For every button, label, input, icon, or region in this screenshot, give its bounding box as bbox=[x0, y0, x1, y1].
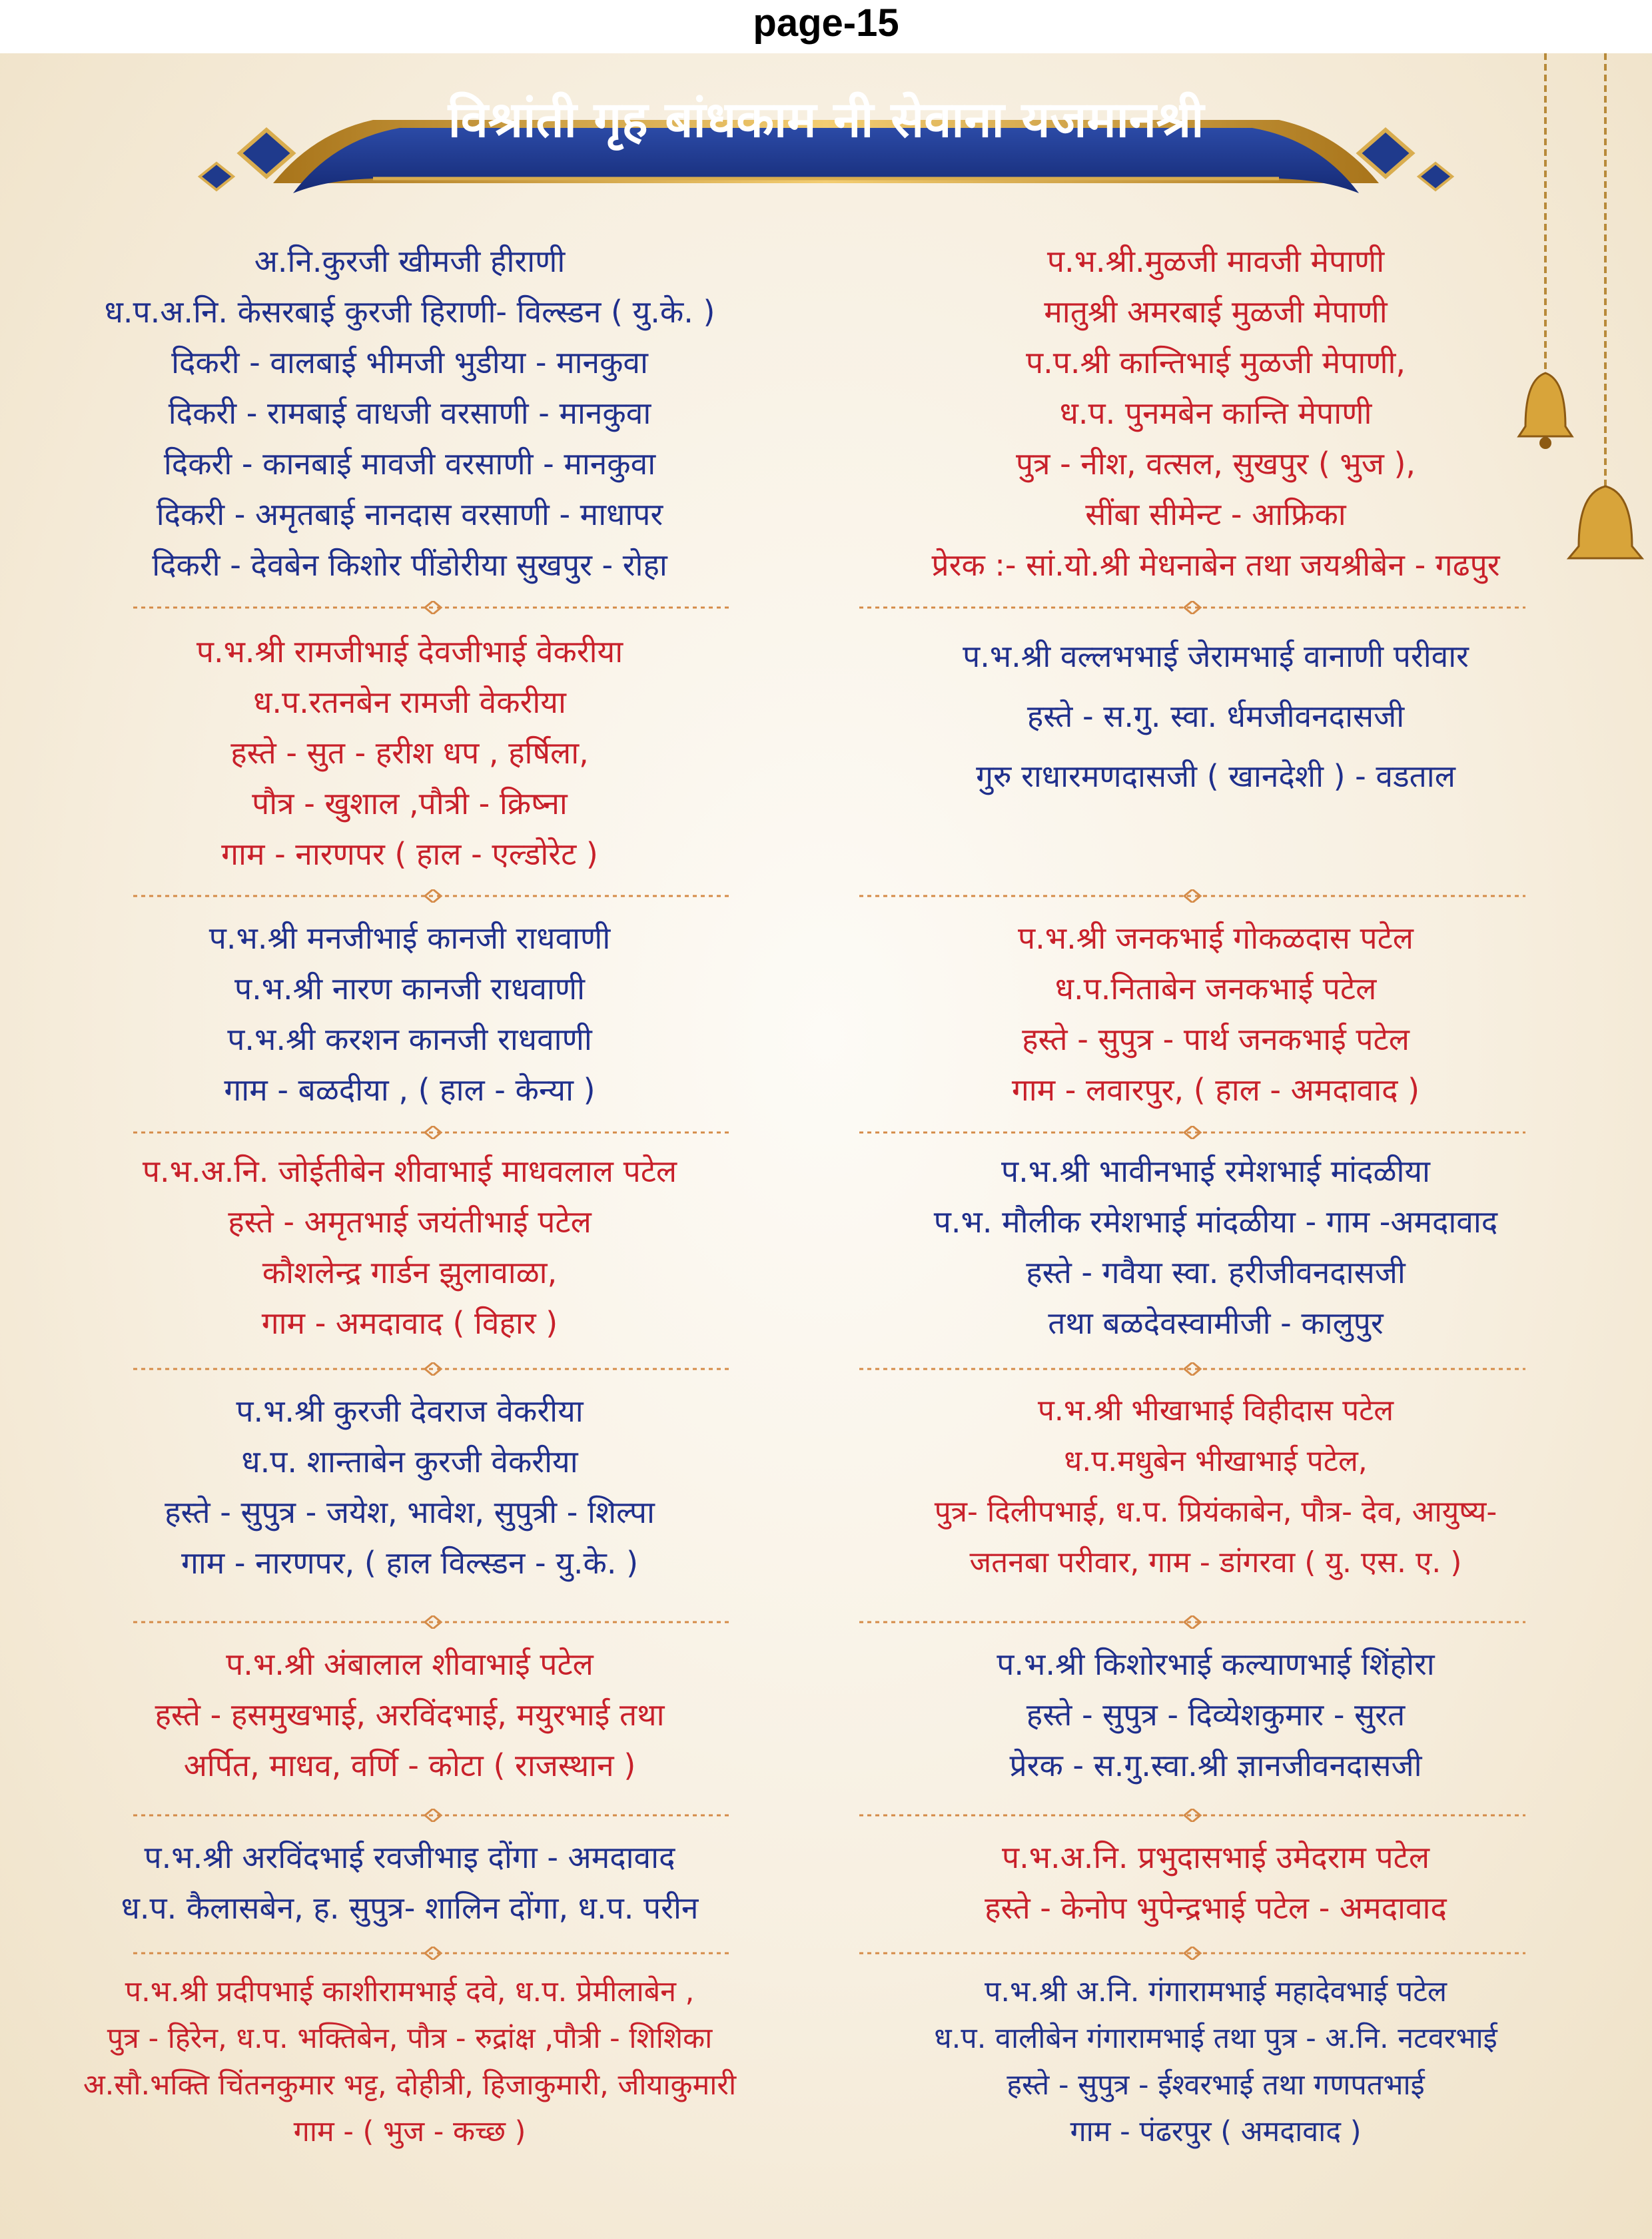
entry-line: हस्ते - केनोप भुपेन्द्रभाई पटेल - अमदावाद bbox=[985, 1890, 1447, 1926]
page-number-label: page-15 bbox=[753, 1, 899, 45]
entry-line: प.प.श्री कान्तिभाई मुळजी मेपाणी, bbox=[1025, 344, 1406, 380]
entry-line: पौत्र - खुशाल ,पौत्री - क्रिष्ना bbox=[252, 785, 568, 821]
divider bbox=[859, 889, 1525, 903]
entry-line: हस्ते - सुत - हरीश धप , हर्षिला, bbox=[230, 735, 589, 771]
right-entry-5 bbox=[839, 1386, 1592, 1588]
entry-line: प.भ.श्री अरविंदभाई रवजीभाइ दोंगा - अमदावाद bbox=[144, 1839, 675, 1875]
entry-line: सींबा सीमेन्ट - आफ्रिका bbox=[1085, 496, 1346, 532]
banner-title: विश्रांती गृह बांधकाम नी सेवाना यजमानश्री bbox=[448, 91, 1204, 149]
right-entry-1 bbox=[839, 236, 1592, 590]
right-entry-7 bbox=[839, 1832, 1592, 1933]
entry-line: प.भ. मौलीक रमेशभाई मांदळीया - गाम -अमदावाद bbox=[933, 1204, 1498, 1240]
divider bbox=[859, 1947, 1525, 1960]
divider bbox=[133, 1809, 733, 1822]
entry-line: गाम - ( भुज - कच्छ ) bbox=[293, 2115, 526, 2148]
divider bbox=[133, 1362, 733, 1376]
entry-line: प.भ.श्री कुरजी देवराज वेकरीया bbox=[236, 1393, 584, 1429]
entry-line: प.भ.श्री करशन कानजी राधवाणी bbox=[227, 1021, 592, 1057]
entry-line: कौशलेन्द्र गार्डन झुलावाळा, bbox=[262, 1254, 558, 1290]
entry-line: प.भ.अ.नि. जोईतीबेन शीवाभाई माधवलाल पटेल bbox=[142, 1153, 677, 1189]
divider bbox=[133, 1615, 733, 1629]
entry-line: पुत्र- दिलीपभाई, ध.प. प्रियंकाबेन, पौत्र- देव, आयुष्य- bbox=[934, 1495, 1497, 1529]
entry-line: प.भ.श्री अ.नि. गंगारामभाई महादेवभाई पटेल bbox=[984, 1975, 1447, 2009]
right-entry-2 bbox=[839, 626, 1592, 806]
entry-line: गाम - पंढरपुर ( अमदावाद ) bbox=[1070, 2115, 1362, 2148]
entry-line: हस्ते - हसमुखभाई, अरविंदभाई, मयुरभाई तथा bbox=[155, 1697, 665, 1733]
entry-line: ध.प.निताबेन जनकभाई पटेल bbox=[1054, 971, 1377, 1007]
left-entry-8 bbox=[33, 1969, 786, 2155]
entry-line: ध.प.मधुबेन भीखाभाई पटेल, bbox=[1064, 1444, 1368, 1478]
left-entry-3 bbox=[33, 913, 786, 1115]
entry-line: ध.प.रतनबेन रामजी वेकरीया bbox=[253, 684, 566, 720]
entry-line: ध.प. वालीबेन गंगारामभाई तथा पुत्र - अ.नि. नटवरभाई bbox=[934, 2022, 1497, 2055]
entry-line: दिकरी - अमृतबाई नानदास वरसाणी - माधापर bbox=[156, 496, 663, 532]
divider bbox=[859, 1809, 1525, 1822]
divider bbox=[859, 1362, 1525, 1376]
entry-line: प.भ.श्री प्रदीपभाई काशीरामभाई दवे, ध.प. प्रेमीलाबेन , bbox=[125, 1975, 695, 2009]
left-entry-4 bbox=[33, 1146, 786, 1348]
entry-line: अर्पित, माधव, वर्णि - कोटा ( राजस्थान ) bbox=[183, 1747, 636, 1783]
entry-line: हस्ते - गवैया स्वा. हरीजीवनदासजी bbox=[1026, 1254, 1406, 1290]
entry-line: हस्ते - सुपुत्र - पार्थ जनकभाई पटेल bbox=[1022, 1021, 1410, 1057]
entry-line: अ.नि.कुरजी खीमजी हीराणी bbox=[254, 243, 566, 279]
entry-line: ध.प. शान्ताबेन कुरजी वेकरीया bbox=[241, 1444, 578, 1480]
entry-line: हस्ते - सुपुत्र - ईश्वरभाई तथा गणपतभाई bbox=[1007, 2068, 1425, 2102]
entry-line: प.भ.श्री मनजीभाई कानजी राधवाणी bbox=[208, 920, 611, 956]
divider bbox=[133, 601, 733, 614]
entry-line: दिकरी - कानबाई मावजी वरसाणी - मानकुवा bbox=[163, 446, 656, 482]
left-entry-1 bbox=[33, 236, 786, 590]
left-entry-6 bbox=[33, 1639, 786, 1791]
divider bbox=[859, 1615, 1525, 1629]
entry-line: गुरु राधारमणदासजी ( खानदेशी ) - वडताल bbox=[976, 758, 1455, 794]
entry-line: पुत्र - हिरेन, ध.प. भक्तिबेन, पौत्र - रुद्रांक्ष ,पौत्री - शिशिका bbox=[107, 2022, 713, 2055]
entry-line: प्रेरक :- सां.यो.श्री मेधनाबेन तथा जयश्रीबेन - गढपुर bbox=[931, 547, 1500, 583]
entry-line: प.भ.श्री जनकभाई गोकळदास पटेल bbox=[1018, 920, 1414, 956]
entry-line: प.भ.श्री भावीनभाई रमेशभाई मांदळीया bbox=[1001, 1153, 1430, 1189]
entry-line: प.भ.श्री नारण कानजी राधवाणी bbox=[234, 971, 586, 1007]
divider bbox=[133, 889, 733, 903]
left-entry-2 bbox=[33, 626, 786, 879]
entry-line: प.भ.श्री.मुळजी मावजी मेपाणी bbox=[1046, 243, 1385, 279]
entry-line: प.भ.श्री वल्लभभाई जेरामभाई वानाणी परीवार bbox=[963, 638, 1469, 674]
entry-line: प्रेरक - स.गु.स्वा.श्री ज्ञानजीवनदासजी bbox=[1009, 1747, 1422, 1783]
entry-line: पुत्र - नीश, वत्सल, सुखपुर ( भुज ), bbox=[1015, 446, 1416, 482]
entry-line: हस्ते - सुपुत्र - दिव्येशकुमार - सुरत bbox=[1026, 1697, 1406, 1733]
entry-line: दिकरी - रामबाई वाधजी वरसाणी - मानकुवा bbox=[168, 395, 651, 431]
divider bbox=[133, 1126, 733, 1139]
divider bbox=[859, 1126, 1525, 1139]
right-entry-6 bbox=[839, 1639, 1592, 1791]
entry-line: मातुश्री अमरबाई मुळजी मेपाणी bbox=[1044, 294, 1388, 330]
entry-line: प.भ.श्री रामजीभाई देवजीभाई वेकरीया bbox=[196, 634, 623, 670]
entry-line: जतनबा परीवार, गाम - डांगरवा ( यु. एस. ए. ) bbox=[969, 1546, 1462, 1579]
entry-line: प.भ.श्री भीखाभाई विहीदास पटेल bbox=[1037, 1394, 1394, 1428]
entry-line: ध.प. पुनमबेन कान्ति मेपाणी bbox=[1059, 395, 1372, 431]
entry-line: गाम - बळदीया , ( हाल - केन्या ) bbox=[224, 1072, 596, 1108]
entry-line: प.भ.अ.नि. प्रभुदासभाई उमेदराम पटेल bbox=[1001, 1839, 1430, 1875]
right-entry-8 bbox=[839, 1969, 1592, 2155]
divider bbox=[133, 1947, 733, 1960]
divider bbox=[859, 601, 1525, 614]
entry-line: गाम - नारणपर, ( हाल विल्स्डन - यु.के. ) bbox=[181, 1545, 639, 1581]
entry-line: गाम - लवारपुर, ( हाल - अमदावाद ) bbox=[1011, 1072, 1420, 1108]
entry-line: गाम - नारणपर ( हाल - एल्डोरेट ) bbox=[221, 836, 598, 872]
entry-line: ध.प.अ.नि. केसरबाई कुरजी हिराणी- विल्स्डन ( यु.के. ) bbox=[104, 294, 715, 330]
entry-line: प.भ.श्री किशोरभाई कल्याणभाई शिंहोरा bbox=[997, 1646, 1435, 1682]
entry-line: अ.सौ.भक्ति चिंतनकुमार भट्ट, दोहीत्री, हिजाकुमारी, जीयाकुमारी bbox=[83, 2068, 737, 2102]
entry-line: गाम - अमदावाद ( विहार ) bbox=[261, 1305, 558, 1341]
left-entry-5 bbox=[33, 1386, 786, 1588]
entry-line: हस्ते - स.गु. स्वा. र्धमजीवनदासजी bbox=[1027, 698, 1405, 734]
entry-line: ध.प. कैलासबेन, ह. सुपुत्र- शालिन दोंगा, ध.प. परीन bbox=[121, 1890, 699, 1926]
entry-line: तथा बळदेवस्वामीजी - कालुपुर bbox=[1048, 1305, 1384, 1341]
entry-line: दिकरी - वालबाई भीमजी भुडीया - मानकुवा bbox=[171, 344, 648, 380]
entry-line: हस्ते - सुपुत्र - जयेश, भावेश, सुपुत्री - शिल्पा bbox=[165, 1494, 655, 1530]
entry-line: हस्ते - अमृतभाई जयंतीभाई पटेल bbox=[228, 1204, 592, 1240]
right-entry-4 bbox=[839, 1146, 1592, 1348]
entry-line: प.भ.श्री अंबालाल शीवाभाई पटेल bbox=[226, 1646, 594, 1682]
right-entry-3 bbox=[839, 913, 1592, 1115]
entry-line: दिकरी - देवबेन किशोर पींडोरीया सुखपुर - रोहा bbox=[152, 547, 667, 583]
left-entry-7 bbox=[33, 1832, 786, 1933]
